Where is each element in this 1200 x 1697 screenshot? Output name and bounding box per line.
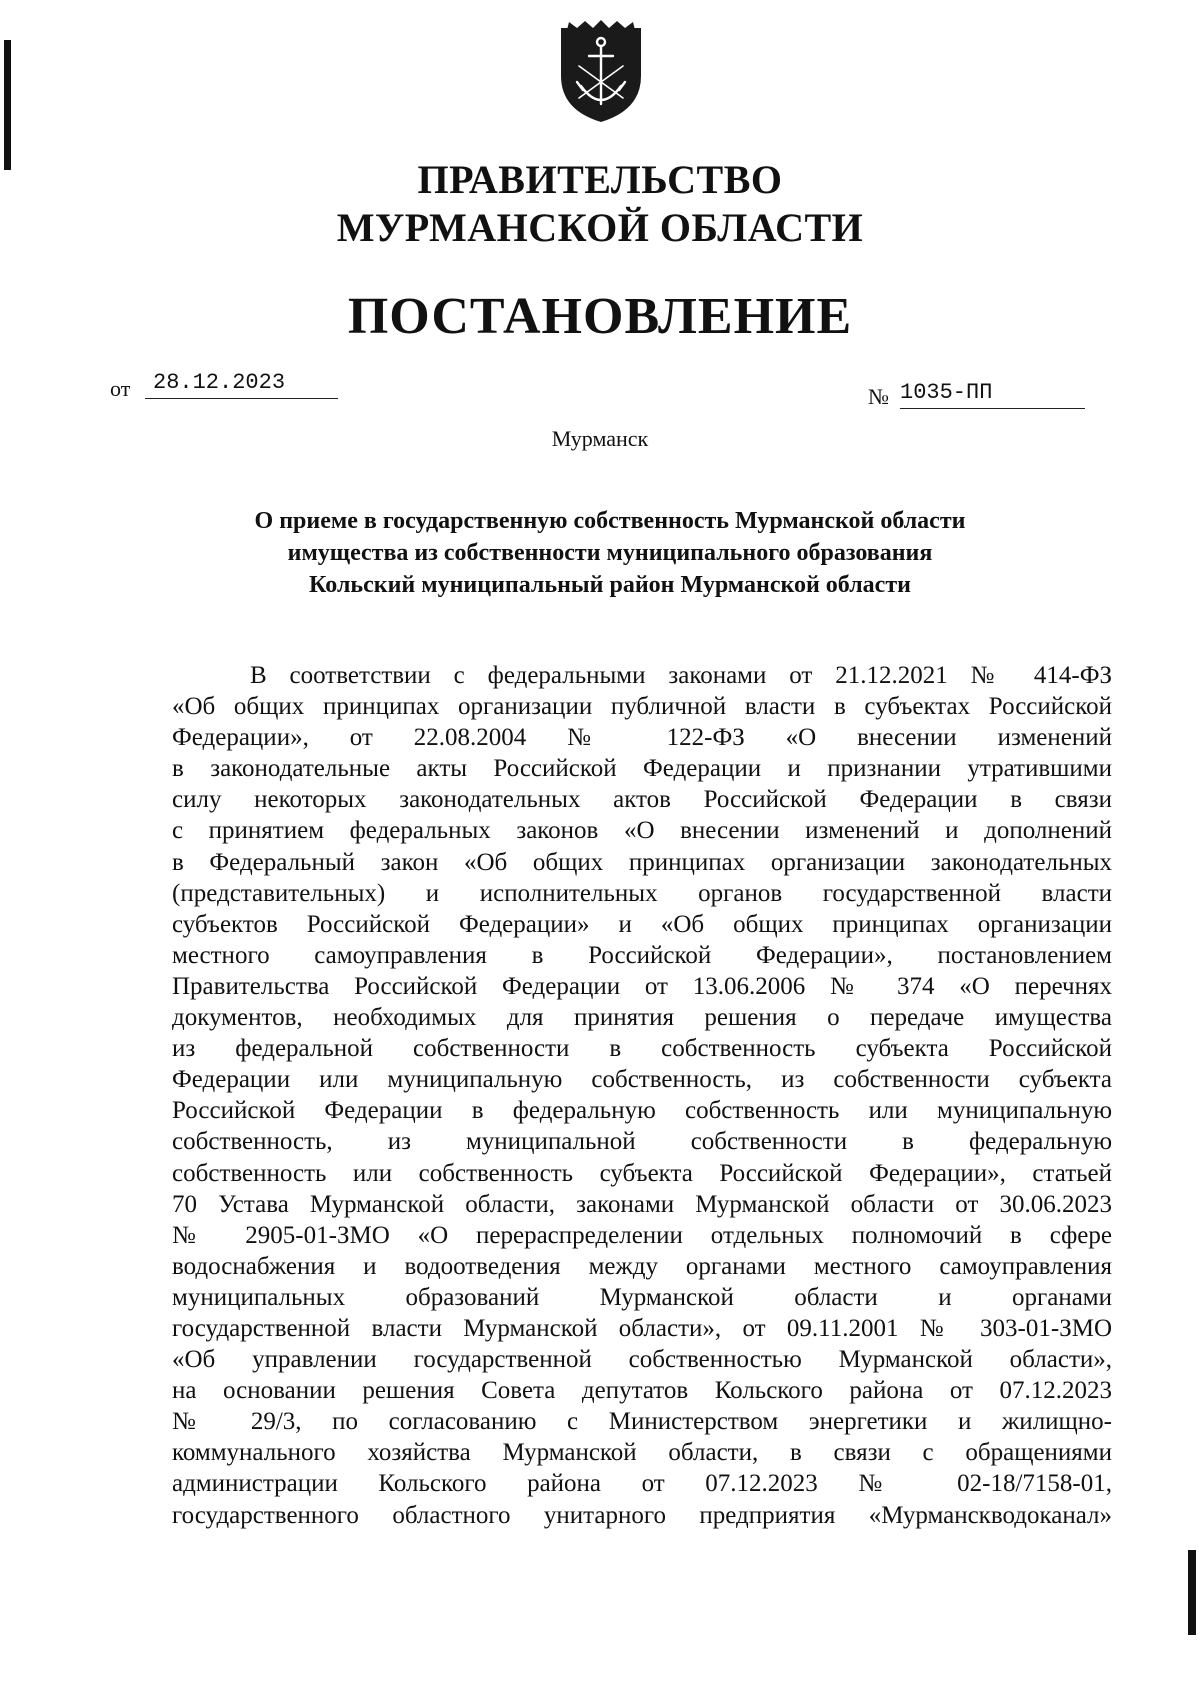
body-line: № 29/3, по согласованию с Министерством энергетики и жилищно- bbox=[172, 1408, 1112, 1436]
body-line: (представительных) и исполнительных органов государственной власти bbox=[172, 879, 1112, 907]
body-line: документов, необходимых для принятия решения о передаче имущества bbox=[172, 1004, 1112, 1032]
subject-line: имущества из собственности муниципального образования bbox=[287, 540, 933, 566]
subject-line: О приеме в государственную собственность Мурманской области bbox=[254, 508, 966, 534]
body-line: водоснабжения и водоотведения между органами местного самоуправления bbox=[172, 1252, 1112, 1280]
body-line: 70 Устава Мурманской области, законами Мурманской области от 30.06.2023 bbox=[172, 1190, 1112, 1218]
document-date: 28.12.2023 bbox=[145, 368, 338, 399]
scan-edge-mark-right bbox=[1188, 1550, 1196, 1635]
document-subject bbox=[150, 505, 1070, 601]
issue-city: Мурманск bbox=[551, 426, 649, 451]
body-line: из федеральной собственности в собственность субъекта Российской bbox=[172, 1035, 1112, 1063]
body-line: Правительства Российской Федерации от 13.06.2006 № 374 «О перечнях bbox=[172, 972, 1112, 1000]
date-prefix: от bbox=[110, 376, 131, 401]
scan-edge-mark-left bbox=[4, 40, 11, 170]
body-line: государственного областного унитарного предприятия «Мурманскводоканал» bbox=[172, 1501, 1112, 1529]
body-line: собственность или собственность субъекта Российской Федерации», статьей bbox=[172, 1159, 1112, 1187]
document-body bbox=[172, 660, 1112, 1531]
body-line: в Федеральный закон «Об общих принципах организации законодательных bbox=[172, 848, 1112, 876]
body-line: государственной власти Мурманской области», от 09.11.2001 № 303-01-ЗМО bbox=[172, 1314, 1112, 1342]
body-line: местного самоуправления в Российской Федерации», постановлением bbox=[172, 941, 1112, 969]
coat-of-arms-icon bbox=[555, 18, 647, 124]
body-line: собственность, из муниципальной собственности в федеральную bbox=[172, 1128, 1112, 1156]
body-line: коммунального хозяйства Мурманской области, в связи с обращениями bbox=[172, 1439, 1112, 1467]
government-title-line2: МУРМАНСКОЙ ОБЛАСТИ bbox=[336, 205, 864, 250]
body-line: субъектов Российской Федерации» и «Об общих принципах организации bbox=[172, 910, 1112, 938]
number-prefix: № bbox=[868, 384, 889, 409]
subject-line: Кольский муниципальный район Мурманской области bbox=[309, 572, 911, 598]
body-line: № 2905-01-ЗМО «О перераспределении отдельных полномочий в сфере bbox=[172, 1221, 1112, 1249]
body-line: силу некоторых законодательных актов Российской Федерации в связи bbox=[172, 786, 1112, 814]
document-number: 1035-ПП bbox=[900, 378, 1085, 409]
body-line: Российской Федерации в федеральную собственность или муниципальную bbox=[172, 1097, 1112, 1125]
body-line: «Об управлении государственной собственностью Мурманской области», bbox=[172, 1346, 1112, 1374]
body-line: с принятием федеральных законов «О внесении изменений и дополнений bbox=[172, 817, 1112, 845]
body-line: в законодательные акты Российской Федерации и признании утратившими bbox=[172, 755, 1112, 783]
government-title-line1: ПРАВИТЕЛЬСТВО bbox=[417, 157, 783, 202]
document-type-title: ПОСТАНОВЛЕНИЕ bbox=[347, 288, 853, 345]
body-line: В соответствии с федеральными законами от 21.12.2021 № 414-ФЗ bbox=[250, 662, 1112, 689]
body-line: «Об общих принципах организации публичной власти в субъектах Российской bbox=[172, 693, 1112, 721]
body-line: муниципальных образований Мурманской области и органами bbox=[172, 1283, 1112, 1311]
body-line: администрации Кольского района от 07.12.2023 № 02-18/7158-01, bbox=[172, 1470, 1112, 1498]
body-line: Федерации или муниципальную собственность, из собственности субъекта bbox=[172, 1066, 1112, 1094]
body-line: на основании решения Совета депутатов Кольского района от 07.12.2023 bbox=[172, 1377, 1112, 1405]
body-line: Федерации», от 22.08.2004 № 122-ФЗ «О внесении изменений bbox=[172, 724, 1112, 752]
